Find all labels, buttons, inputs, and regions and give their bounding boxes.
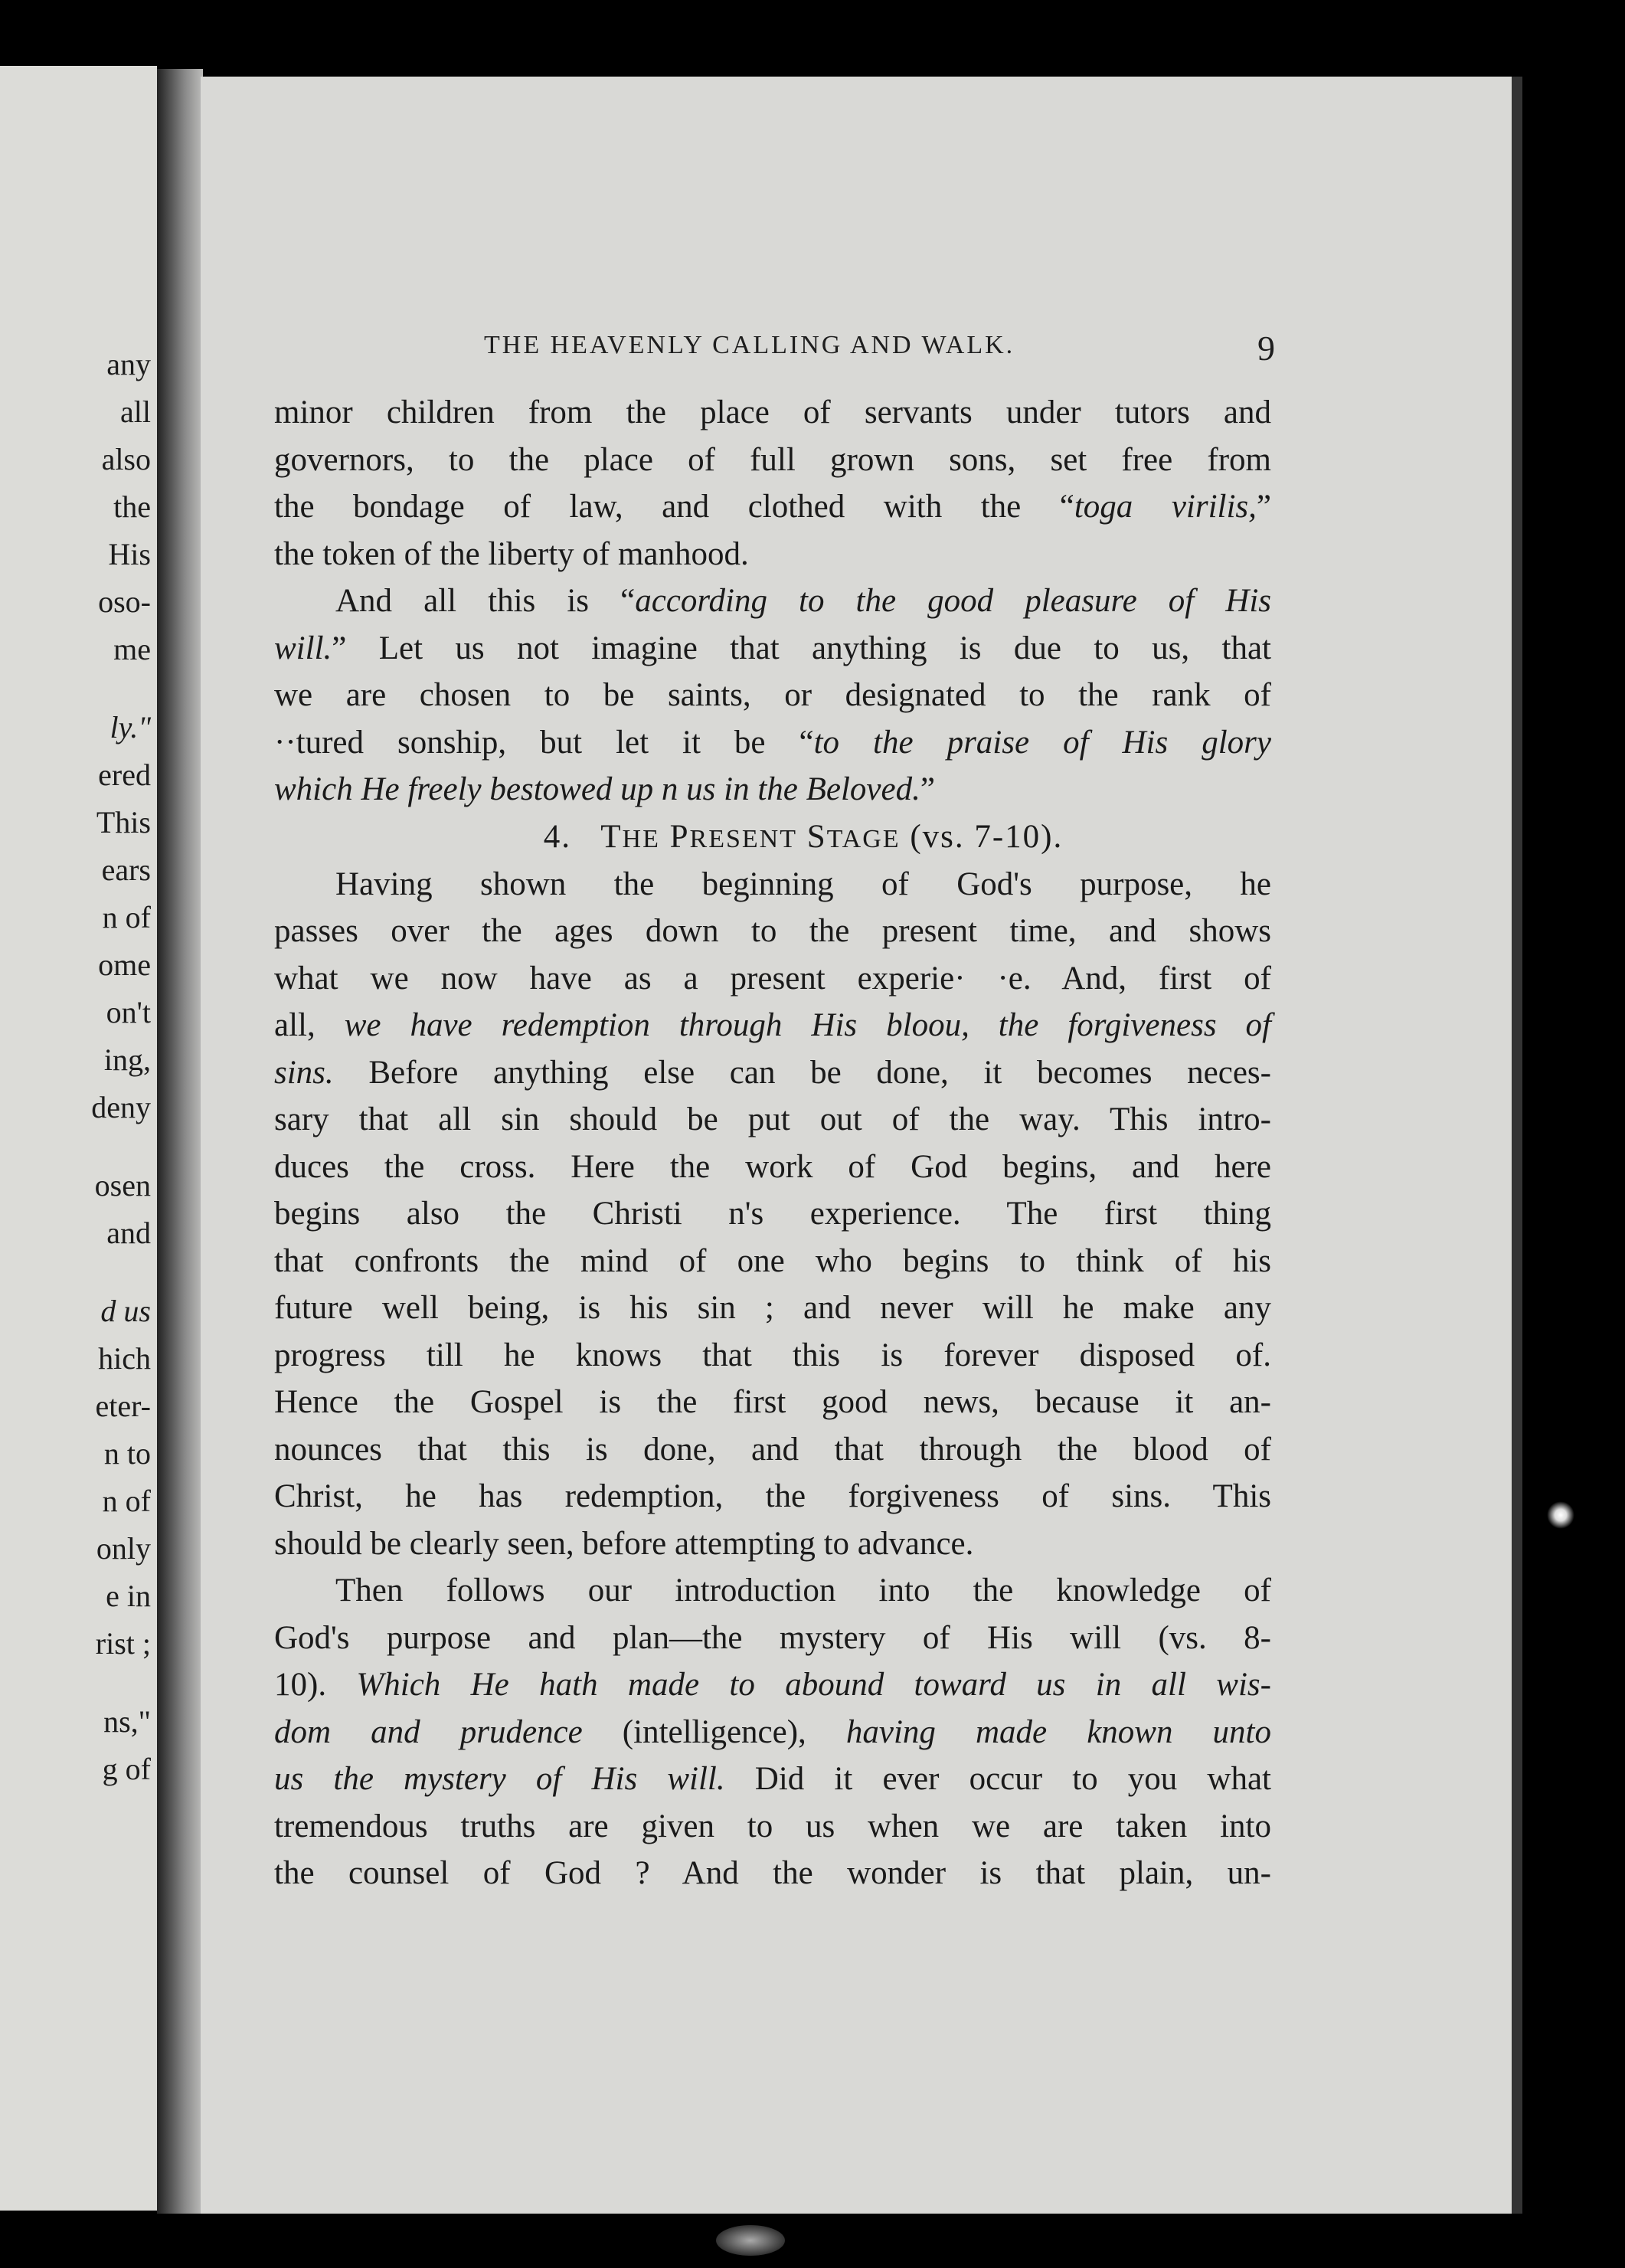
left-page-fragment: also xyxy=(101,442,151,476)
left-page-fragment: oso- xyxy=(98,584,151,619)
text-line: the counsel of God ? And the wonder is that plain, un- xyxy=(274,1855,1271,1891)
left-page-fragment: all xyxy=(120,394,151,429)
left-page-fragment: only xyxy=(96,1531,151,1566)
text-line: begins also the Christi n's experience. The first thing xyxy=(274,1196,1271,1232)
left-page-fragment: hich xyxy=(98,1341,151,1376)
left-page-fragment: His xyxy=(108,537,151,571)
text-line: And all this is “according to the good pleasure of His xyxy=(335,583,1272,619)
text-line: future well being, is his sin ; and never will he make any xyxy=(274,1290,1271,1326)
book-gutter xyxy=(157,69,203,2214)
left-page-fragment: the xyxy=(113,489,151,524)
left-page-fragment: e in xyxy=(106,1579,151,1613)
section-heading: 4. THE PRESENT STAGE (vs. 7-10). xyxy=(543,818,1064,855)
text-line: dom and prudence (intelligence), having made known unto xyxy=(274,1713,1271,1750)
left-page-fragment: ns," xyxy=(103,1704,151,1739)
left-page-fragment: ered xyxy=(98,758,151,792)
left-page-fragment: n of xyxy=(102,1484,151,1518)
left-page-fragment: deny xyxy=(91,1090,151,1124)
left-page-fragment: ing, xyxy=(103,1042,151,1077)
text-line: governors, to the place of full grown sons, set free from xyxy=(274,441,1271,478)
text-line: us the mystery of His will. Did it ever occur to you what xyxy=(274,1761,1272,1797)
body-text xyxy=(274,389,1271,1897)
left-page-fragment: osen xyxy=(94,1168,151,1203)
text-line: Having shown the beginning of God's purpose, he xyxy=(335,866,1271,902)
left-page-fragment: any xyxy=(106,347,151,381)
text-line: Hence the Gospel is the first good news, because it an- xyxy=(274,1384,1271,1420)
text-line: all, we have redemption through His bloou, the forgiveness of xyxy=(274,1007,1271,1043)
running-head: THE HEAVENLY CALLING AND WALK. xyxy=(484,331,1015,359)
left-page-fragment: me xyxy=(113,632,151,666)
text-line: tremendous truths are given to us when we are taken into xyxy=(274,1808,1271,1844)
left-page-fragment: n to xyxy=(103,1436,151,1471)
left-page-fragment: ly." xyxy=(110,710,151,745)
text-line: we are chosen to be saints, or designated to the rank of xyxy=(274,677,1271,713)
text-line: should be clearly seen, before attempting to advance. xyxy=(274,1525,974,1562)
text-line: that confronts the mind of one who begins to think of his xyxy=(274,1242,1271,1279)
text-line: which He freely bestowed up n us in the Beloved.” xyxy=(274,771,935,807)
text-line: the token of the liberty of manhood. xyxy=(274,535,749,572)
right-page xyxy=(201,77,1522,2214)
left-page-fragment: ears xyxy=(101,853,151,887)
text-line: minor children from the place of servants under tutors and xyxy=(274,394,1271,430)
text-line: the bondage of law, and clothed with the “toga virilis,” xyxy=(274,489,1271,525)
page-number: 9 xyxy=(1257,329,1275,368)
left-page-fragment: g of xyxy=(102,1752,151,1786)
left-facing-page xyxy=(0,66,157,2211)
left-page-fragment: ome xyxy=(98,947,151,982)
left-page-fragment: d us xyxy=(100,1294,151,1328)
text-line: sins. Before anything else can be done, it becomes neces- xyxy=(274,1054,1271,1091)
left-page-fragment: on't xyxy=(106,995,151,1029)
light-flare xyxy=(1547,1501,1574,1529)
text-line: Christ, he has redemption, the forgiveness of sins. This xyxy=(274,1478,1271,1514)
text-line: progress till he knows that this is forever disposed of. xyxy=(274,1337,1271,1373)
text-line: 10). Which He hath made to abound toward us in all wis- xyxy=(274,1667,1271,1703)
left-page-fragment: n of xyxy=(102,900,151,934)
left-page-fragment: This xyxy=(96,805,151,839)
text-line: Then follows our introduction into the knowledge of xyxy=(335,1573,1271,1609)
text-line: will.” Let us not imagine that anything is due to us, that xyxy=(274,630,1271,666)
left-page-fragment: and xyxy=(106,1216,151,1250)
left-page-fragment: eter- xyxy=(95,1389,151,1423)
text-line: God's purpose and plan—the mystery of His will (vs. 8- xyxy=(274,1619,1271,1656)
text-line: sary that all sin should be put out of the way. This intro- xyxy=(274,1101,1271,1137)
text-line: duces the cross. Here the work of God begins, and here xyxy=(274,1148,1271,1185)
page-header xyxy=(201,331,1512,377)
left-page-fragment: rist ; xyxy=(95,1626,151,1661)
text-line: nounces that this is done, and that through the blood of xyxy=(274,1431,1271,1468)
scan-artifact xyxy=(716,2225,785,2256)
text-line: what we now have as a present experie· ·e. And, first of xyxy=(274,960,1271,997)
text-line: passes over the ages down to the present time, and shows xyxy=(274,913,1271,949)
text-line: ··tured sonship, but let it be “to the praise of His glory xyxy=(274,724,1271,761)
